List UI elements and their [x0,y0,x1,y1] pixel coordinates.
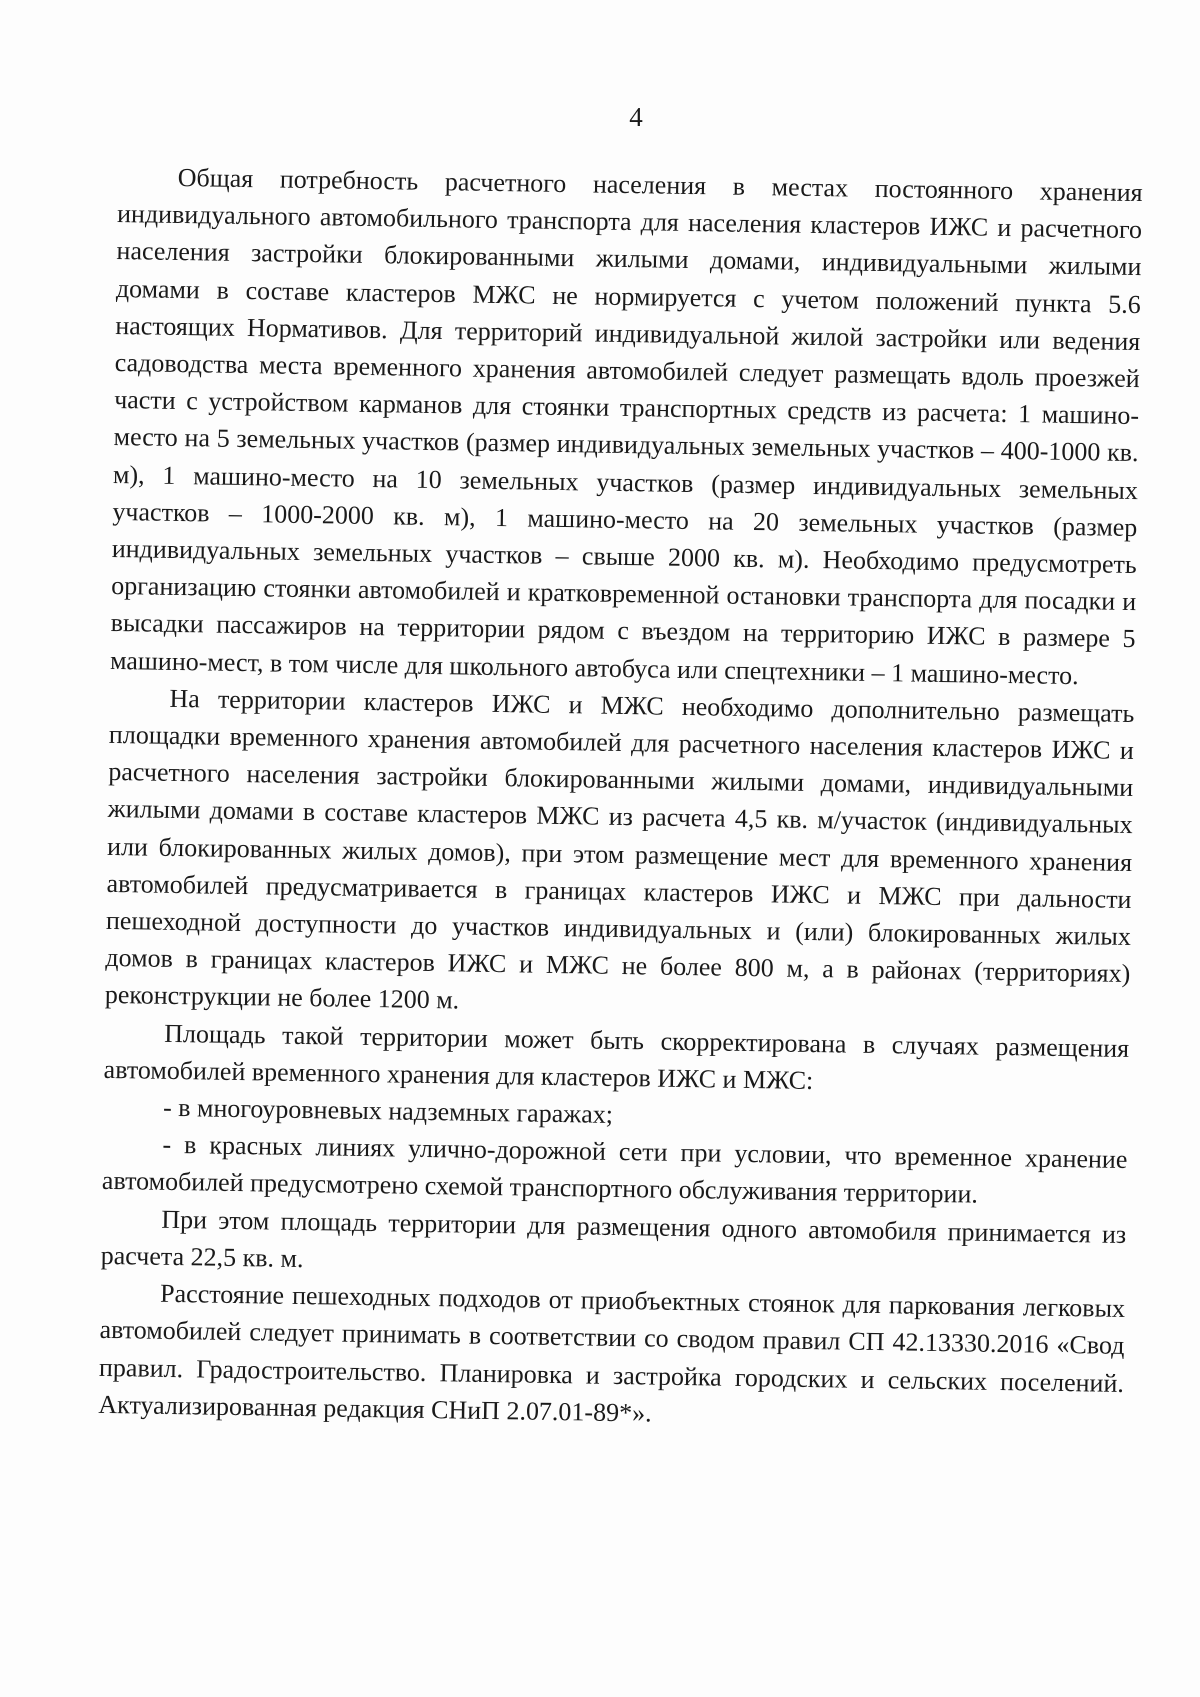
paragraph-area-adjustment: Площадь такой территории может быть скорректирована в случаях размещения автомобилей временного хранения для кластеров ИЖС и МЖС: [103,1018,1130,1095]
paragraph-area-per-car: При этом площадь территории для размещения одного автомобиля принимается из расчета 22,5 кв. м. [100,1204,1127,1273]
paragraph-parking-permanent-storage: Общая потребность расчетного населения в местах постоянного хранения индивидуального автомобильного транспорта для населения кластеров ИЖС и расчетного населения застройки блокированными жилыми домами, индивидуальными жилыми домами в составе кластеров МЖС не нормируется с учетом положений пункта 5.6 настоящих Нормативов. Для территорий индивидуальной жилой застройки или ведения садоводства места временного хранения автомобилей следует размещать вдоль проезжей части с устройством карманов для стоянки транспортных средств из расчета: 1 машино-место на 5 земельных участков (размер индивидуальных земельных участков – 400-1000 кв. м), 1 машино-место на 10 земельных участков (размер индивидуальных земельных участков – 1000-2000 кв. м), 1 машино-место на 20 земельных участков (размер индивидуальных земельных участков – свыше 2000 кв. м). Необходимо предусмотреть организацию стоянки автомобилей и кратковременной остановки транспорта для посадки и высадки пассажиров на территории рядом с въездом на территорию ИЖС в размере 5 машино-мест, в том числе для школьного автобуса или спецтехники – 1 машино-место. [109,162,1143,690]
paragraph-pedestrian-distance: Расстояние пешеходных подходов от приобъектных стоянок для паркования легковых автомобилей следует принимать в соответствии со сводом правил СП 42.13330.2016 «Свод правил. Градостроительство. Планировка и застройка городских и сельских поселений. Актуализированная редакция СНиП 2.07.01-89*». [98,1278,1126,1428]
list-item-multilevel-garages: - в многоуровневых надземных гаражах; [162,1092,614,1129]
list-item-red-lines: - в красных линиях улично-дорожной сети при условии, что временное хранение автомобилей предусмотрено схемой транспортного обслуживания территории. [101,1130,1128,1210]
page-number: 4 [629,102,643,132]
document-body [98,158,1143,1439]
paragraph-temporary-storage-sites: На территории кластеров ИЖС и МЖС необходимо дополнительно размещать площадки временного хранения автомобилей для расчетного населения кластеров ИЖС и расчетного населения застройки блокированными жилыми домами, индивидуальными жилыми домами в составе кластеров МЖС из расчета 4,5 кв. м/участок (индивидуальных или блокированных жилых домов), при этом размещение мест для временного хранения автомобилей предусматривается в границах кластеров ИЖС и МЖС при дальности пешеходной доступности до участков индивидуальных и (или) блокированных жилых домов в границах кластеров ИЖС и МЖС не более 800 м, а в районах (территориях) реконструкции не более 1200 м. [104,683,1135,1015]
